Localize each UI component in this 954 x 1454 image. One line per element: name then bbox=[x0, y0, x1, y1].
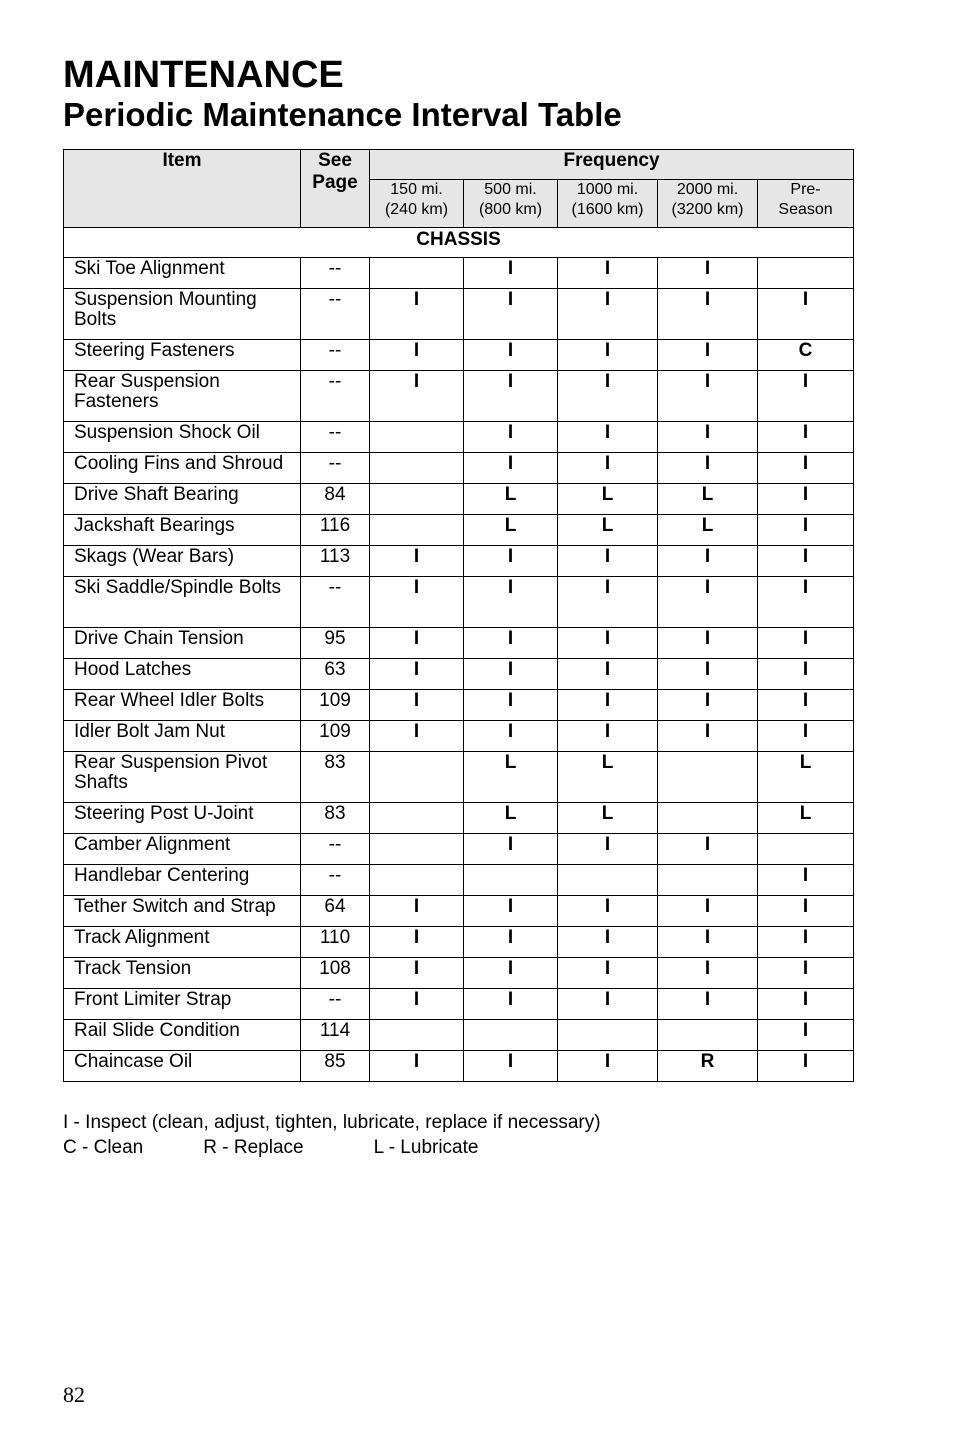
page-cell: 83 bbox=[301, 752, 370, 803]
table-row bbox=[64, 546, 854, 577]
table-row bbox=[64, 896, 854, 927]
frequency-cell: I bbox=[658, 628, 758, 659]
frequency-cell: I bbox=[464, 289, 558, 340]
frequency-cell: I bbox=[370, 659, 464, 690]
column-header-see-page bbox=[301, 150, 370, 228]
frequency-cell: I bbox=[370, 628, 464, 659]
interval-line1: 150 mi. bbox=[390, 181, 443, 198]
frequency-cell: I bbox=[558, 1051, 658, 1082]
frequency-cell: I bbox=[658, 422, 758, 453]
page-title: MAINTENANCE bbox=[63, 54, 344, 96]
page-cell: 63 bbox=[301, 659, 370, 690]
item-cell: Camber Alignment bbox=[64, 834, 301, 865]
frequency-cell: I bbox=[464, 834, 558, 865]
page-cell: 116 bbox=[301, 515, 370, 546]
frequency-cell: I bbox=[758, 1020, 854, 1051]
frequency-cell: I bbox=[758, 1051, 854, 1082]
frequency-cell bbox=[370, 453, 464, 484]
section-chassis-label: CHASSIS bbox=[64, 228, 854, 258]
frequency-cell: I bbox=[658, 289, 758, 340]
frequency-cell: I bbox=[658, 453, 758, 484]
frequency-cell: I bbox=[370, 958, 464, 989]
frequency-cell: L bbox=[464, 752, 558, 803]
table-row bbox=[64, 340, 854, 371]
page-cell: -- bbox=[301, 865, 370, 896]
item-cell: Ski Toe Alignment bbox=[64, 258, 301, 289]
frequency-cell bbox=[370, 422, 464, 453]
item-cell: Drive Shaft Bearing bbox=[64, 484, 301, 515]
frequency-cell: I bbox=[464, 577, 558, 628]
column-header-item: Item bbox=[64, 150, 301, 228]
interval-header bbox=[758, 180, 854, 228]
page-cell: -- bbox=[301, 258, 370, 289]
frequency-cell: I bbox=[558, 659, 658, 690]
frequency-cell: I bbox=[558, 690, 658, 721]
item-cell: Chaincase Oil bbox=[64, 1051, 301, 1082]
table-row bbox=[64, 865, 854, 896]
table-row bbox=[64, 453, 854, 484]
frequency-cell: I bbox=[464, 1051, 558, 1082]
interval-header bbox=[464, 180, 558, 228]
frequency-cell: C bbox=[758, 340, 854, 371]
frequency-cell: I bbox=[558, 927, 658, 958]
item-cell: Hood Latches bbox=[64, 659, 301, 690]
frequency-cell bbox=[464, 1020, 558, 1051]
see-page-label: See Page bbox=[312, 150, 358, 193]
frequency-cell: I bbox=[464, 927, 558, 958]
frequency-cell bbox=[370, 752, 464, 803]
page-cell: 108 bbox=[301, 958, 370, 989]
frequency-cell: I bbox=[758, 484, 854, 515]
frequency-cell bbox=[758, 834, 854, 865]
legend-replace: R - Replace bbox=[203, 1137, 304, 1158]
item-cell: Skags (Wear Bars) bbox=[64, 546, 301, 577]
frequency-cell: I bbox=[758, 577, 854, 628]
interval-line1: 1000 mi. bbox=[576, 181, 639, 198]
frequency-cell: I bbox=[658, 546, 758, 577]
frequency-cell: I bbox=[464, 628, 558, 659]
frequency-cell: L bbox=[464, 803, 558, 834]
frequency-cell: I bbox=[558, 989, 658, 1020]
frequency-cell: I bbox=[758, 958, 854, 989]
page-cell: -- bbox=[301, 289, 370, 340]
frequency-cell: R bbox=[658, 1051, 758, 1082]
legend bbox=[63, 1110, 601, 1160]
frequency-cell: I bbox=[658, 577, 758, 628]
frequency-cell: L bbox=[558, 803, 658, 834]
table-header-row bbox=[64, 150, 854, 180]
frequency-cell: I bbox=[658, 258, 758, 289]
item-cell: Tether Switch and Strap bbox=[64, 896, 301, 927]
frequency-cell bbox=[658, 803, 758, 834]
page-cell: 64 bbox=[301, 896, 370, 927]
frequency-cell: L bbox=[758, 803, 854, 834]
frequency-cell: I bbox=[370, 896, 464, 927]
item-cell: Track Tension bbox=[64, 958, 301, 989]
frequency-cell: I bbox=[370, 927, 464, 958]
table-row bbox=[64, 515, 854, 546]
interval-header bbox=[658, 180, 758, 228]
page-cell: 84 bbox=[301, 484, 370, 515]
frequency-cell: L bbox=[464, 515, 558, 546]
frequency-cell: I bbox=[558, 958, 658, 989]
page-cell: 109 bbox=[301, 721, 370, 752]
frequency-cell: I bbox=[464, 721, 558, 752]
frequency-cell: I bbox=[370, 989, 464, 1020]
frequency-cell: I bbox=[758, 690, 854, 721]
page-subtitle: Periodic Maintenance Interval Table bbox=[63, 96, 622, 133]
frequency-cell: I bbox=[370, 289, 464, 340]
item-cell: Rear Suspension Pivot Shafts bbox=[64, 752, 301, 803]
frequency-cell: I bbox=[758, 896, 854, 927]
frequency-cell: I bbox=[558, 896, 658, 927]
interval-header bbox=[558, 180, 658, 228]
frequency-cell: L bbox=[558, 752, 658, 803]
interval-line2: (800 km) bbox=[478, 201, 543, 218]
frequency-cell: L bbox=[558, 484, 658, 515]
table-row bbox=[64, 484, 854, 515]
page-cell: -- bbox=[301, 577, 370, 628]
frequency-cell: I bbox=[558, 258, 658, 289]
frequency-cell bbox=[370, 803, 464, 834]
interval-header bbox=[370, 180, 464, 228]
frequency-cell: I bbox=[464, 340, 558, 371]
item-cell: Rear Suspension Fasteners bbox=[64, 371, 301, 422]
table-row bbox=[64, 989, 854, 1020]
table-row bbox=[64, 1051, 854, 1082]
item-cell: Rear Wheel Idler Bolts bbox=[64, 690, 301, 721]
frequency-cell: I bbox=[658, 659, 758, 690]
frequency-cell: I bbox=[658, 340, 758, 371]
frequency-cell: I bbox=[464, 659, 558, 690]
item-cell: Front Limiter Strap bbox=[64, 989, 301, 1020]
frequency-cell: I bbox=[758, 289, 854, 340]
frequency-cell: L bbox=[558, 515, 658, 546]
page-cell: -- bbox=[301, 834, 370, 865]
frequency-cell bbox=[464, 865, 558, 896]
frequency-cell: I bbox=[558, 422, 658, 453]
frequency-cell bbox=[558, 1020, 658, 1051]
frequency-cell: I bbox=[758, 989, 854, 1020]
frequency-cell: I bbox=[758, 422, 854, 453]
frequency-cell: I bbox=[758, 546, 854, 577]
frequency-cell: I bbox=[758, 453, 854, 484]
frequency-cell bbox=[370, 1020, 464, 1051]
table-row bbox=[64, 803, 854, 834]
interval-line1: 500 mi. bbox=[484, 181, 537, 198]
frequency-cell bbox=[370, 515, 464, 546]
page-cell: 83 bbox=[301, 803, 370, 834]
page-cell: 95 bbox=[301, 628, 370, 659]
frequency-cell bbox=[370, 834, 464, 865]
table-body bbox=[64, 228, 854, 1082]
table-row bbox=[64, 834, 854, 865]
frequency-cell: I bbox=[558, 340, 658, 371]
frequency-cell: I bbox=[370, 690, 464, 721]
frequency-cell: I bbox=[558, 721, 658, 752]
frequency-cell bbox=[658, 752, 758, 803]
interval-line2: (240 km) bbox=[384, 201, 449, 218]
frequency-cell: I bbox=[758, 371, 854, 422]
frequency-cell: I bbox=[464, 258, 558, 289]
frequency-cell: I bbox=[558, 834, 658, 865]
frequency-cell: I bbox=[758, 628, 854, 659]
page-cell: 110 bbox=[301, 927, 370, 958]
page-cell: 85 bbox=[301, 1051, 370, 1082]
frequency-cell: I bbox=[370, 577, 464, 628]
frequency-cell: L bbox=[658, 484, 758, 515]
frequency-cell: I bbox=[464, 371, 558, 422]
section-row bbox=[64, 228, 854, 258]
frequency-cell: I bbox=[558, 546, 658, 577]
frequency-cell: I bbox=[370, 721, 464, 752]
column-header-frequency: Frequency bbox=[370, 150, 854, 180]
frequency-cell bbox=[558, 865, 658, 896]
item-cell: Suspension Shock Oil bbox=[64, 422, 301, 453]
table-row bbox=[64, 1020, 854, 1051]
frequency-cell: I bbox=[658, 896, 758, 927]
table-row bbox=[64, 927, 854, 958]
frequency-cell: I bbox=[464, 453, 558, 484]
item-cell: Track Alignment bbox=[64, 927, 301, 958]
frequency-cell: I bbox=[658, 989, 758, 1020]
frequency-cell bbox=[658, 1020, 758, 1051]
table-row bbox=[64, 258, 854, 289]
frequency-cell bbox=[370, 865, 464, 896]
table-row bbox=[64, 690, 854, 721]
item-cell: Suspension Mounting Bolts bbox=[64, 289, 301, 340]
frequency-cell: I bbox=[558, 628, 658, 659]
frequency-cell: I bbox=[370, 340, 464, 371]
table-row bbox=[64, 289, 854, 340]
frequency-cell: L bbox=[758, 752, 854, 803]
frequency-cell: I bbox=[370, 1051, 464, 1082]
frequency-cell: I bbox=[758, 721, 854, 752]
frequency-cell: L bbox=[464, 484, 558, 515]
table-row bbox=[64, 721, 854, 752]
frequency-cell bbox=[370, 258, 464, 289]
frequency-cell: I bbox=[758, 927, 854, 958]
table-row bbox=[64, 958, 854, 989]
item-cell: Steering Fasteners bbox=[64, 340, 301, 371]
table-row bbox=[64, 659, 854, 690]
item-cell: Ski Saddle/Spindle Bolts bbox=[64, 577, 301, 628]
item-cell: Jackshaft Bearings bbox=[64, 515, 301, 546]
item-cell: Cooling Fins and Shroud bbox=[64, 453, 301, 484]
page-cell: 113 bbox=[301, 546, 370, 577]
frequency-cell: I bbox=[758, 515, 854, 546]
frequency-cell: I bbox=[464, 690, 558, 721]
item-cell: Idler Bolt Jam Nut bbox=[64, 721, 301, 752]
legend-lubricate: L - Lubricate bbox=[373, 1137, 479, 1158]
frequency-cell: I bbox=[558, 289, 658, 340]
page-cell: -- bbox=[301, 453, 370, 484]
item-cell: Drive Chain Tension bbox=[64, 628, 301, 659]
frequency-cell: I bbox=[558, 371, 658, 422]
interval-line2: (3200 km) bbox=[671, 201, 744, 218]
frequency-cell: I bbox=[658, 927, 758, 958]
table-row bbox=[64, 371, 854, 422]
item-cell: Rail Slide Condition bbox=[64, 1020, 301, 1051]
frequency-cell: L bbox=[658, 515, 758, 546]
frequency-cell: I bbox=[658, 690, 758, 721]
frequency-cell: I bbox=[464, 989, 558, 1020]
table-row bbox=[64, 752, 854, 803]
interval-line2: Season bbox=[778, 201, 833, 218]
item-cell: Steering Post U-Joint bbox=[64, 803, 301, 834]
page-cell: 109 bbox=[301, 690, 370, 721]
legend-codes bbox=[63, 1135, 601, 1160]
interval-line1: 2000 mi. bbox=[676, 181, 739, 198]
frequency-cell: I bbox=[558, 453, 658, 484]
page-number: 82 bbox=[63, 1382, 85, 1407]
page-cell: -- bbox=[301, 422, 370, 453]
frequency-cell: I bbox=[558, 577, 658, 628]
frequency-cell bbox=[658, 865, 758, 896]
interval-line1: Pre- bbox=[790, 181, 821, 198]
table-row bbox=[64, 422, 854, 453]
frequency-cell: I bbox=[464, 422, 558, 453]
frequency-cell: I bbox=[758, 659, 854, 690]
interval-line2: (1600 km) bbox=[571, 201, 644, 218]
frequency-cell: I bbox=[464, 896, 558, 927]
page-cell: -- bbox=[301, 340, 370, 371]
frequency-cell: I bbox=[658, 958, 758, 989]
page-cell: -- bbox=[301, 371, 370, 422]
item-cell: Handlebar Centering bbox=[64, 865, 301, 896]
page-cell: -- bbox=[301, 989, 370, 1020]
frequency-cell: I bbox=[658, 721, 758, 752]
frequency-cell: I bbox=[464, 958, 558, 989]
table-row bbox=[64, 628, 854, 659]
legend-inspect: I - Inspect (clean, adjust, tighten, lubricate, replace if necessary) bbox=[63, 1112, 601, 1133]
page-cell: 114 bbox=[301, 1020, 370, 1051]
frequency-cell bbox=[758, 258, 854, 289]
maintenance-interval-table bbox=[63, 149, 854, 1082]
frequency-cell: I bbox=[758, 865, 854, 896]
frequency-cell: I bbox=[658, 371, 758, 422]
frequency-cell: I bbox=[370, 546, 464, 577]
frequency-cell: I bbox=[370, 371, 464, 422]
frequency-cell: I bbox=[464, 546, 558, 577]
frequency-cell bbox=[370, 484, 464, 515]
table-row bbox=[64, 577, 854, 628]
frequency-cell: I bbox=[658, 834, 758, 865]
legend-clean: C - Clean bbox=[63, 1137, 144, 1158]
